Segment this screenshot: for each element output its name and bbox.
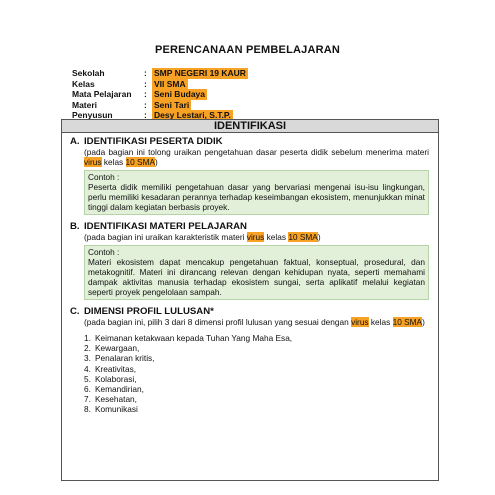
example-label: Contoh : xyxy=(88,172,120,182)
item-number: 7. xyxy=(84,394,91,405)
item-text: Penalaran kritis, xyxy=(95,353,155,364)
info-row-subject xyxy=(72,89,248,100)
info-label: Materi xyxy=(72,99,98,110)
section-letter: B. xyxy=(70,221,80,232)
info-row-class xyxy=(72,79,248,90)
info-value: SMP NEGERI 19 KAUR xyxy=(154,68,246,78)
box-title: IDENTIFIKASI xyxy=(62,120,438,133)
desc-text: ) xyxy=(317,232,321,242)
info-label: Mata Pelajaran xyxy=(72,89,132,99)
section-letter: C. xyxy=(70,306,80,317)
box-content xyxy=(62,133,438,415)
item-text: Kolaborasi, xyxy=(95,373,137,384)
info-value: Seni Tari xyxy=(154,99,190,110)
section-b-heading xyxy=(70,221,429,232)
info-colon: : xyxy=(144,110,147,120)
item-number: 2. xyxy=(84,343,91,354)
info-label: Kelas xyxy=(72,78,95,89)
item-number: 6. xyxy=(84,384,91,395)
section-b-example xyxy=(84,245,429,300)
item-text: Keimanan ketakwaan kepada Tuhan Yang Maha Esa, xyxy=(95,333,293,343)
section-title: IDENTIFIKASI MATERI PELAJARAN xyxy=(84,221,247,232)
section-title: IDENTIFIKASI PESERTA DIDIK xyxy=(84,136,223,147)
item-text: Kemandirian, xyxy=(95,384,144,395)
list-item xyxy=(84,374,429,384)
page-title: PERENCANAAN PEMBELAJARAN xyxy=(154,44,341,56)
highlight-grade: 10 SMA xyxy=(392,317,423,327)
item-number: 1. xyxy=(84,333,91,343)
section-b-description xyxy=(70,232,429,242)
highlight-topic: virus xyxy=(84,157,102,167)
item-text: Komunikasi xyxy=(95,404,138,415)
info-row-school xyxy=(72,68,248,79)
section-title: DIMENSI PROFIL LULUSAN* xyxy=(84,306,214,317)
section-c-description xyxy=(70,317,429,327)
item-number: 3. xyxy=(84,353,91,364)
item-text: Kreativitas, xyxy=(95,363,137,374)
list-item xyxy=(84,394,429,404)
item-number: 4. xyxy=(84,363,91,374)
info-colon: : xyxy=(144,78,147,89)
list-item xyxy=(84,353,429,363)
info-value: Seni Budaya xyxy=(154,89,206,99)
list-item xyxy=(84,333,429,343)
info-value: VII SMA xyxy=(154,78,186,89)
desc-text: kelas xyxy=(264,232,289,242)
list-item xyxy=(84,343,429,353)
identification-box xyxy=(61,119,439,481)
desc-text: (pada bagian ini uraikan karakteristik materi xyxy=(84,232,247,242)
desc-text: kelas xyxy=(368,317,393,327)
highlight-topic: virus xyxy=(246,232,265,242)
highlight-topic: virus xyxy=(351,317,369,327)
example-label: Contoh : xyxy=(88,247,120,257)
info-colon: : xyxy=(144,68,147,78)
info-label: Sekolah xyxy=(72,68,105,78)
info-row-material xyxy=(72,100,248,111)
example-text: Peserta didik memiliki pengetahuan dasar yang bervariasi mengenai isu-isu lingkungan, perlu memiliki kesadaran perannya terhadap keseimbangan ekosistem, menunjukkan minat tinggi dalam kegiatan berbasis proyek. xyxy=(88,182,425,212)
desc-text: ) xyxy=(155,157,158,167)
highlight-grade: 10 SMA xyxy=(288,232,318,242)
section-a-description xyxy=(70,147,429,167)
desc-text: (pada bagian ini tolong uraikan pengetahuan dasar peserta didik sebelum menerima materi xyxy=(84,147,429,157)
list-item xyxy=(84,364,429,374)
item-number: 5. xyxy=(84,373,91,384)
item-number: 8. xyxy=(84,404,91,415)
info-value: Desy Lestari, S.T.P. xyxy=(154,110,231,120)
profile-dimensions-list xyxy=(84,333,429,415)
item-text: Kewargaan, xyxy=(95,343,140,354)
info-colon: : xyxy=(144,89,147,99)
list-item xyxy=(84,404,429,414)
highlight-grade: 10 SMA xyxy=(125,157,156,167)
item-text: Kesehatan, xyxy=(95,394,137,405)
list-item xyxy=(84,384,429,394)
section-a-example xyxy=(84,170,429,215)
desc-text: (pada bagian ini, pilih 3 dari 8 dimensi profil lulusan yang sesuai dengan xyxy=(84,317,352,327)
section-a-heading xyxy=(70,136,429,147)
section-c-heading xyxy=(70,306,429,317)
info-label: Penyusun xyxy=(72,110,113,120)
info-block xyxy=(72,68,248,121)
section-letter: A. xyxy=(70,136,80,147)
example-text: Materi ekosistem dapat mencakup pengetahuan faktual, konseptual, prosedural, dan metakognitif. Materi ini dirancang relevan dengan kehidupan nyata, seperti memahami dampak aktivitas manusia terhadap ekosistem sungai, serta aplikatif melalui kegiatan seperti proyek pengelolaan sampah. xyxy=(88,257,425,297)
info-colon: : xyxy=(144,99,147,110)
desc-text: ) xyxy=(422,317,425,327)
desc-text: kelas xyxy=(101,157,126,167)
